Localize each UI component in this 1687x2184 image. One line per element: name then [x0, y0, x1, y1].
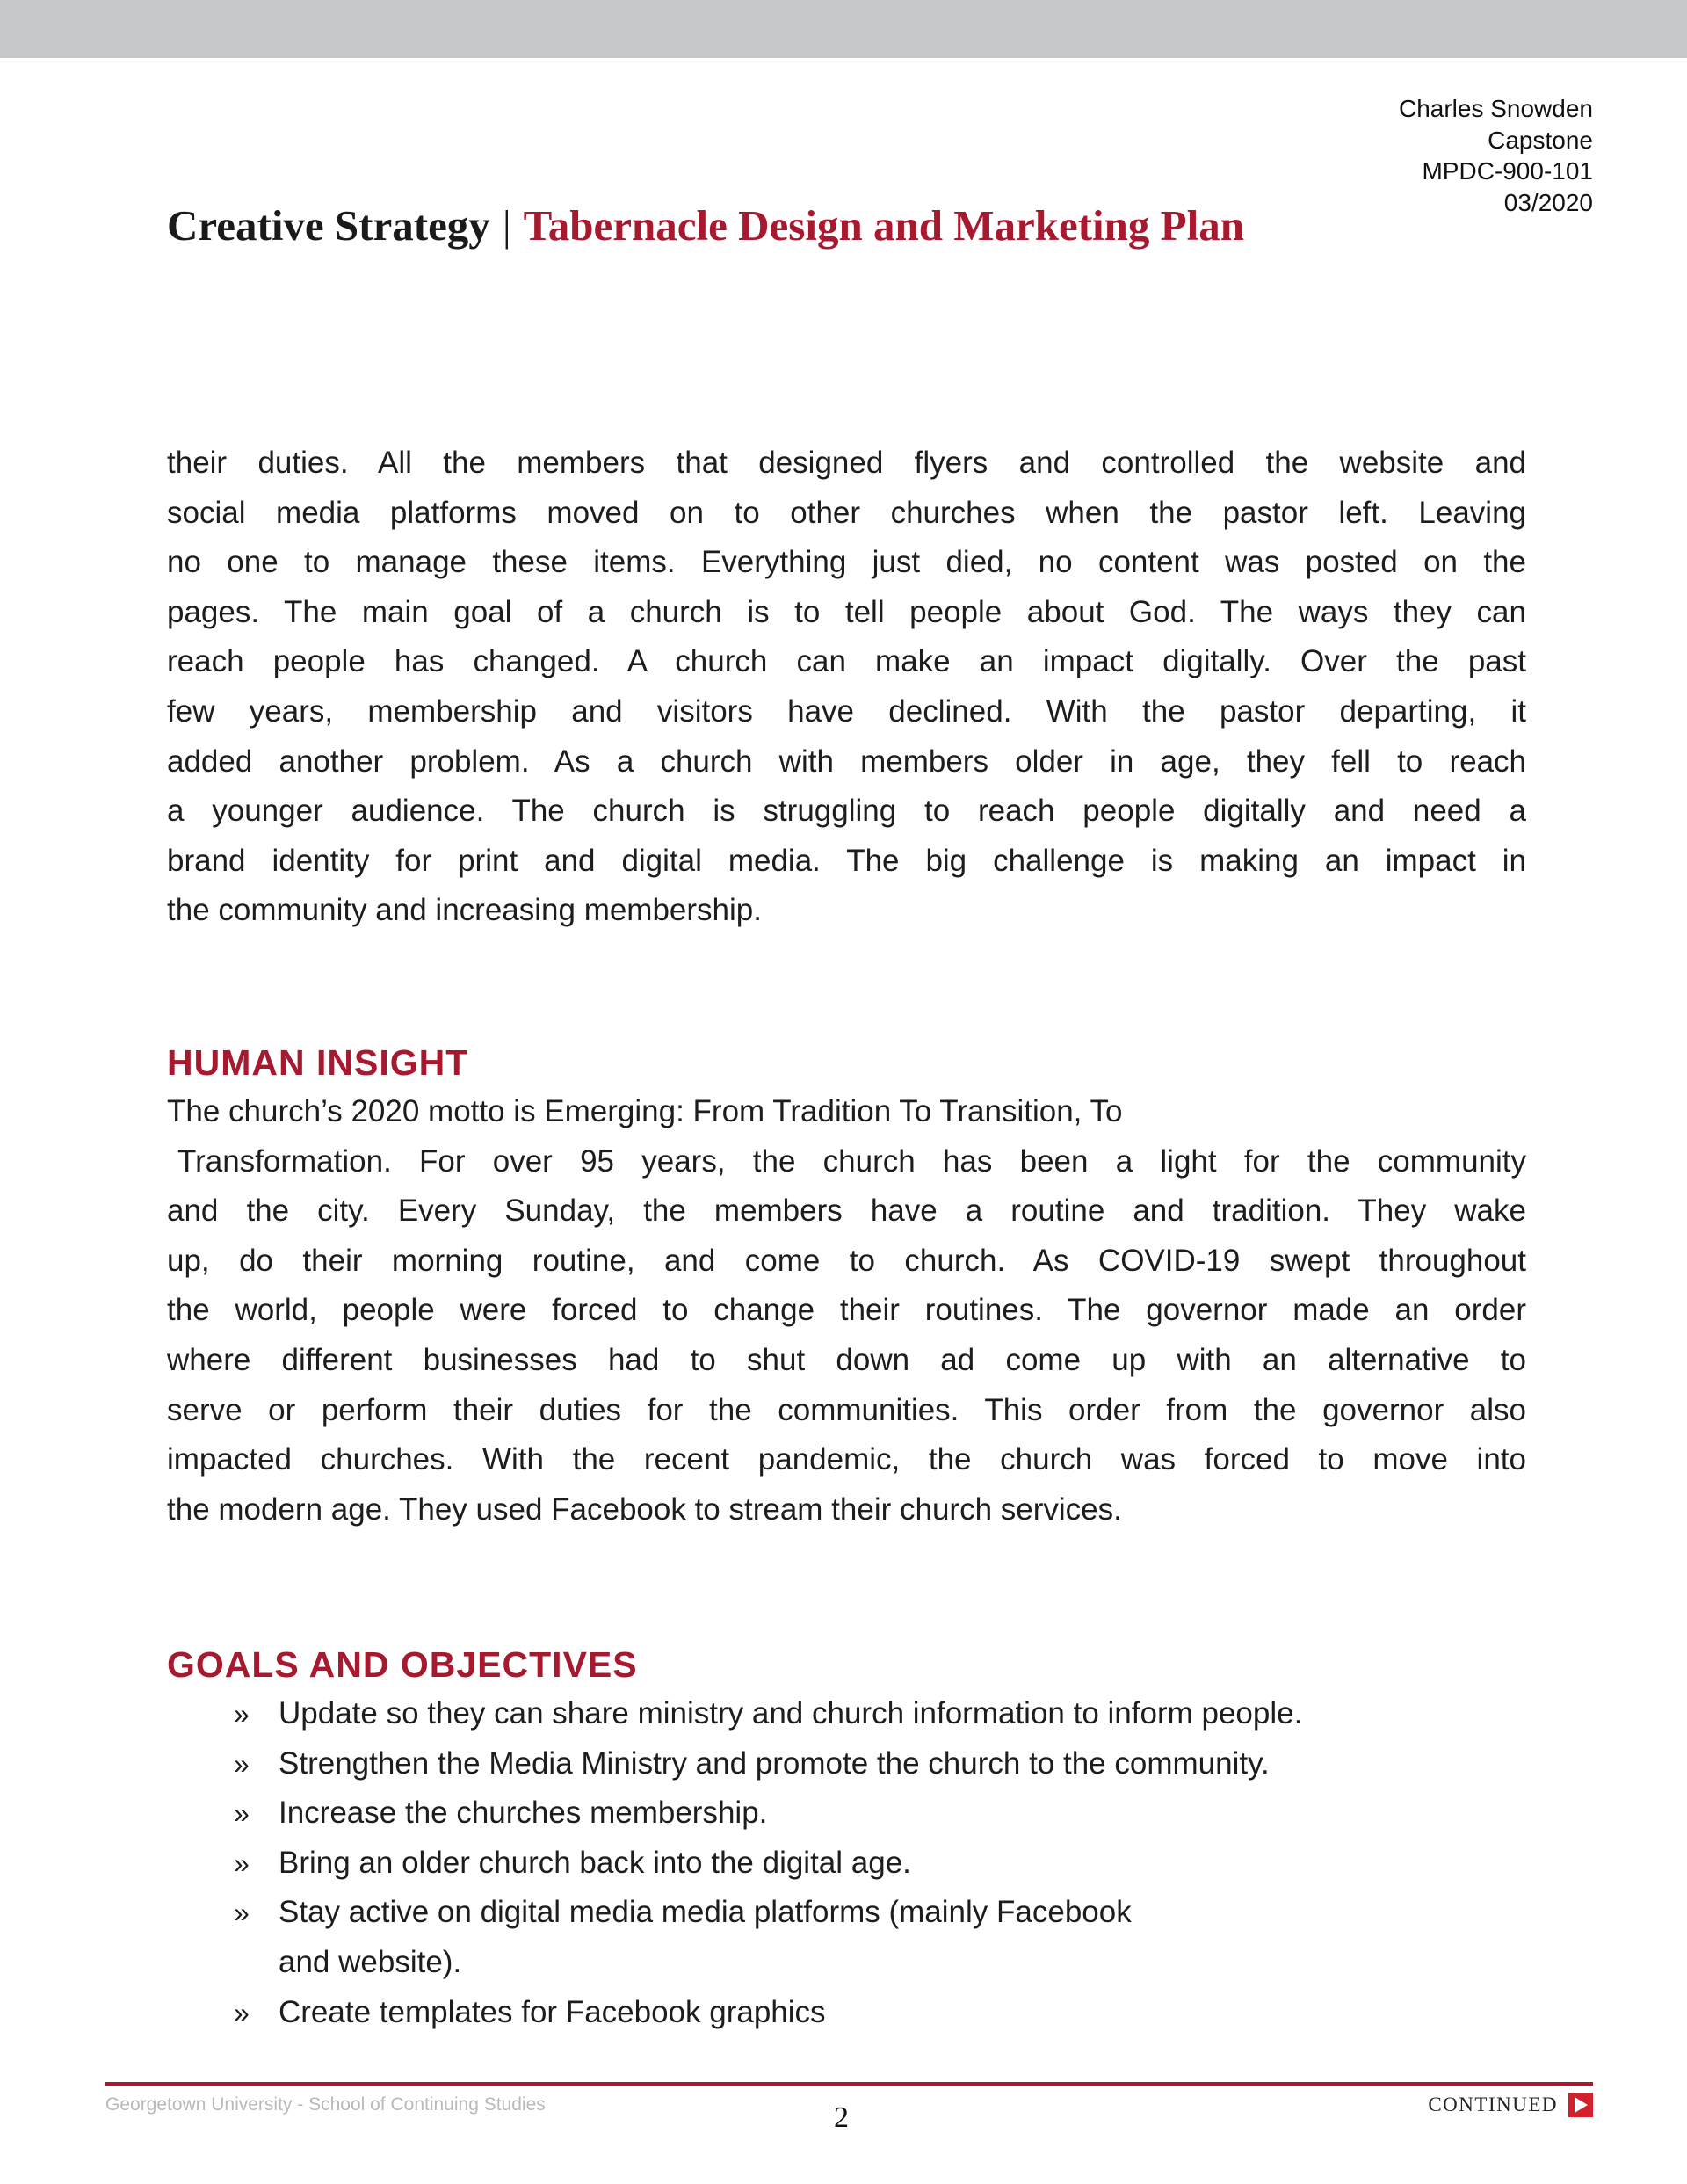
- text-line: the world, people were forced to change their routines. The governor made an order: [167, 1293, 1526, 1328]
- bullet-icon: »: [234, 1747, 250, 1780]
- goal-text: Bring an older church back into the digital age.: [279, 1845, 911, 1880]
- goal-item: [167, 1888, 1526, 1938]
- goals-section: [167, 1640, 1526, 2037]
- bullet-icon: »: [234, 1897, 250, 1929]
- text-line: few years, membership and visitors have declined. With the pastor departing, it: [167, 693, 1526, 729]
- page-title: [167, 200, 1244, 250]
- bullet-icon: »: [234, 1996, 250, 2028]
- page-number: 2: [834, 2101, 849, 2134]
- bullet-icon: »: [234, 1698, 250, 1730]
- text-line: where different businesses had to shut down ad come up with an alternative to: [167, 1342, 1526, 1377]
- goal-text: Stay active on digital media media platforms (mainly Facebook: [279, 1895, 1132, 1930]
- goal-text: Create templates for Facebook graphics: [279, 1994, 826, 2029]
- date: 03/2020: [1503, 188, 1593, 216]
- bullet-icon: »: [234, 1847, 250, 1879]
- text-line: brand identity for print and digital media. The big challenge is making an impact in: [167, 843, 1526, 878]
- goal-item: [167, 1988, 1526, 2038]
- course-code: MPDC-900-101: [1422, 157, 1593, 185]
- text-line: up, do their morning routine, and come to church. As COVID-19 swept throughout: [167, 1243, 1526, 1278]
- section-heading: GOALS AND OBJECTIVES: [167, 1644, 638, 1685]
- goal-item: [167, 1689, 1526, 1739]
- footer-institution: Georgetown University - School of Continuing Studies: [105, 2094, 546, 2115]
- goal-item-continued: [167, 1938, 1526, 1988]
- footer-divider: [105, 2082, 1593, 2086]
- text-line: serve or perform their duties for the communities. This order from the governor also: [167, 1392, 1526, 1427]
- goal-item: [167, 1839, 1526, 1889]
- text-line: the modern age. They used Facebook to stream their church services.: [167, 1491, 1122, 1527]
- text-line: a younger audience. The church is struggling to reach people digitally and need a: [167, 794, 1526, 829]
- goal-item: [167, 1789, 1526, 1839]
- title-subtitle: Tabernacle Design and Marketing Plan: [523, 201, 1244, 250]
- goal-text: Strengthen the Media Ministry and promote the church to the community.: [279, 1745, 1270, 1781]
- text-line: reach people has changed. A church can make an impact digitally. Over the past: [167, 644, 1526, 679]
- text-line: no one to manage these items. Everything just died, no content was posted on the: [167, 545, 1526, 580]
- text-line: The church’s 2020 motto is Emerging: From Tradition To Transition, To: [167, 1094, 1123, 1128]
- goal-item: [167, 1739, 1526, 1789]
- text-line: the community and increasing membership.: [167, 893, 762, 928]
- intro-paragraph: [167, 439, 1526, 936]
- human-insight-section: [167, 1038, 1526, 1535]
- bullet-icon: »: [234, 1797, 250, 1830]
- section-heading: HUMAN INSIGHT: [167, 1042, 469, 1083]
- author-block: [1399, 93, 1593, 218]
- continued-indicator: [1428, 2093, 1593, 2117]
- text-line: social media platforms moved on to other churches when the pastor left. Leaving: [167, 495, 1526, 530]
- text-line: their duties. All the members that designed flyers and controlled the website and: [167, 446, 1526, 480]
- author-name: Charles Snowden: [1398, 95, 1593, 122]
- continued-label: CONTINUED: [1428, 2093, 1558, 2115]
- title-separator: |: [502, 201, 511, 250]
- goal-text: and website).: [279, 1944, 462, 1979]
- text-line: impacted churches. With the recent pandemic, the church was forced to move into: [167, 1442, 1526, 1477]
- play-arrow-icon: [1568, 2093, 1593, 2117]
- text-line: added another problem. As a church with members older in age, they fell to reach: [167, 744, 1526, 779]
- course-type: Capstone: [1488, 126, 1593, 154]
- text-line: and the city. Every Sunday, the members have a routine and tradition. They wake: [167, 1194, 1526, 1229]
- goal-text: Update so they can share ministry and church information to inform people.: [279, 1696, 1303, 1731]
- text-line: Transformation. For over 95 years, the church has been a light for the community: [177, 1143, 1526, 1179]
- top-bar: [0, 0, 1687, 58]
- goal-text: Increase the churches membership.: [279, 1796, 768, 1831]
- text-line: pages. The main goal of a church is to tell people about God. The ways they can: [167, 594, 1526, 629]
- title-main: Creative Strategy: [167, 201, 490, 250]
